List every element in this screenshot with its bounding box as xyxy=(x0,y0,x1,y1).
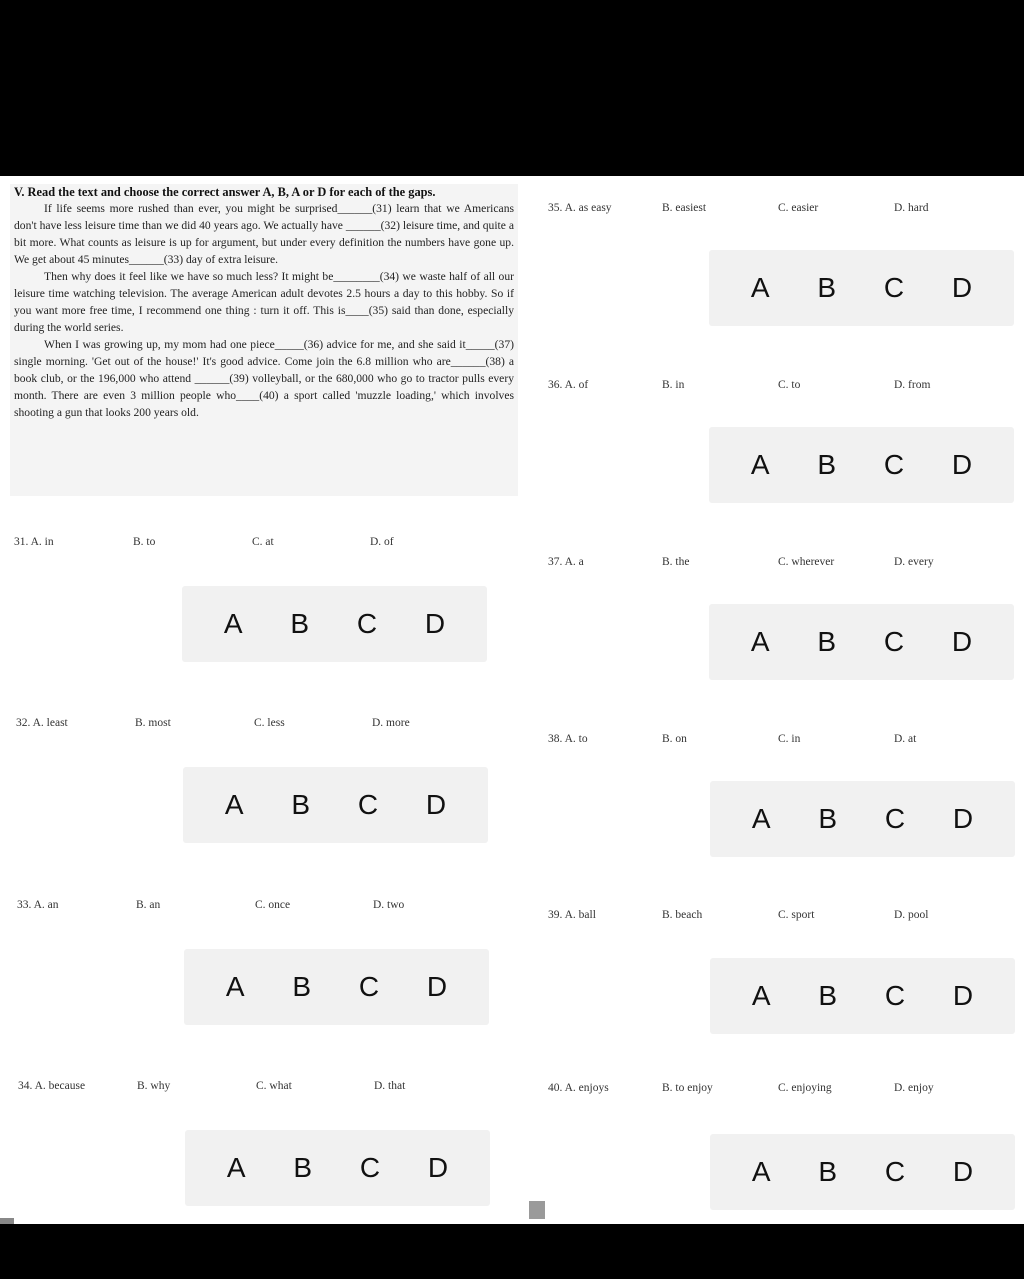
answer-b-button[interactable]: B xyxy=(811,626,842,658)
answer-c-button[interactable]: C xyxy=(354,1152,386,1184)
answer-box-34 xyxy=(185,1130,490,1206)
edge-marker xyxy=(0,1218,14,1224)
answer-d-button[interactable]: D xyxy=(422,1152,454,1184)
answer-a-button[interactable]: A xyxy=(745,272,776,304)
answer-box-35 xyxy=(709,250,1014,326)
answer-b-button[interactable]: B xyxy=(812,980,843,1012)
option-a: 34. A. because xyxy=(18,1080,86,1092)
answer-d-button[interactable]: D xyxy=(421,971,453,1003)
option-a: 37. A. a xyxy=(548,556,584,568)
option-c: C. less xyxy=(254,717,285,729)
option-b: B. an xyxy=(136,899,161,911)
option-b: B. easiest xyxy=(662,202,707,214)
answer-box-40 xyxy=(710,1134,1015,1210)
answer-b-button[interactable]: B xyxy=(812,1156,843,1188)
option-b: B. on xyxy=(662,733,687,745)
answer-box-38 xyxy=(710,781,1015,857)
option-d: D. of xyxy=(370,536,394,548)
option-c: C. at xyxy=(252,536,274,548)
option-a: 33. A. an xyxy=(17,899,59,911)
answer-d-button[interactable]: D xyxy=(947,803,979,835)
answer-c-button[interactable]: C xyxy=(879,980,911,1012)
answer-d-button[interactable]: D xyxy=(946,449,978,481)
answer-c-button[interactable]: C xyxy=(353,971,385,1003)
option-a: 40. A. enjoys xyxy=(548,1082,609,1094)
answer-b-button[interactable]: B xyxy=(284,608,315,640)
answer-c-button[interactable]: C xyxy=(878,272,910,304)
answer-a-button[interactable]: A xyxy=(746,1156,777,1188)
answer-b-button[interactable]: B xyxy=(286,971,317,1003)
answer-a-button[interactable]: A xyxy=(218,608,249,640)
option-b: B. the xyxy=(662,556,690,568)
answer-a-button[interactable]: A xyxy=(746,803,777,835)
option-b: B. in xyxy=(662,379,685,391)
option-d: D. pool xyxy=(894,909,929,921)
option-a: 38. A. to xyxy=(548,733,588,745)
option-b: B. most xyxy=(135,717,171,729)
answer-c-button[interactable]: C xyxy=(879,1156,911,1188)
option-d: D. two xyxy=(373,899,405,911)
option-c: C. easier xyxy=(778,202,819,214)
option-a: 35. A. as easy xyxy=(548,202,612,214)
option-d: D. that xyxy=(374,1080,406,1092)
option-b: B. to xyxy=(133,536,156,548)
answer-d-button[interactable]: D xyxy=(946,272,978,304)
passage-paragraph-2: Then why does it feel like we have so much less? It might be________(34) we waste half of all our leisure time watching television. The average American adult devotes 2.5 hours a day to this hobby. So if you want more free time, I recommend one thing : turn it off. This is____(35) said than done, especially during the world series. xyxy=(14,270,514,334)
answer-d-button[interactable]: D xyxy=(947,980,979,1012)
answer-c-button[interactable]: C xyxy=(351,608,383,640)
answer-d-button[interactable]: D xyxy=(420,789,452,821)
answer-b-button[interactable]: B xyxy=(811,449,842,481)
answer-d-button[interactable]: D xyxy=(946,626,978,658)
answer-box-36 xyxy=(709,427,1014,503)
answer-a-button[interactable]: A xyxy=(221,1152,252,1184)
option-d: D. at xyxy=(894,733,917,745)
option-a: 31. A. in xyxy=(14,536,54,548)
answer-b-button[interactable]: B xyxy=(285,789,316,821)
answer-b-button[interactable]: B xyxy=(812,803,843,835)
option-a: 32. A. least xyxy=(16,717,68,729)
answer-c-button[interactable]: C xyxy=(878,626,910,658)
option-c: C. sport xyxy=(778,909,815,921)
answer-box-37 xyxy=(709,604,1014,680)
scroll-indicator[interactable] xyxy=(529,1201,545,1219)
option-d: D. from xyxy=(894,379,931,391)
option-c: C. in xyxy=(778,733,801,745)
option-d: D. hard xyxy=(894,202,929,214)
answer-box-32 xyxy=(183,767,488,843)
option-c: C. what xyxy=(256,1080,292,1092)
answer-d-button[interactable]: D xyxy=(419,608,451,640)
option-c: C. enjoying xyxy=(778,1082,832,1094)
option-a: 36. A. of xyxy=(548,379,589,391)
answer-a-button[interactable]: A xyxy=(220,971,251,1003)
answer-c-button[interactable]: C xyxy=(878,449,910,481)
option-d: D. enjoy xyxy=(894,1082,934,1094)
option-c: C. to xyxy=(778,379,801,391)
option-a: 39. A. ball xyxy=(548,909,596,921)
option-d: D. every xyxy=(894,556,934,568)
answer-a-button[interactable]: A xyxy=(745,449,776,481)
answer-a-button[interactable]: A xyxy=(746,980,777,1012)
answer-d-button[interactable]: D xyxy=(947,1156,979,1188)
option-c: C. wherever xyxy=(778,556,835,568)
option-b: B. to enjoy xyxy=(662,1082,713,1094)
reading-passage xyxy=(10,184,518,496)
answer-a-button[interactable]: A xyxy=(745,626,776,658)
answer-c-button[interactable]: C xyxy=(352,789,384,821)
answer-b-button[interactable]: B xyxy=(811,272,842,304)
option-c: C. once xyxy=(255,899,291,911)
answer-c-button[interactable]: C xyxy=(879,803,911,835)
answer-box-39 xyxy=(710,958,1015,1034)
passage-paragraph-3: When I was growing up, my mom had one piece_____(36) advice for me, and she said it_____(37) single morning. 'Get out of the house!' It's good advice. Come join the 6.8 million who are______(38) a book club, or the 196,000 who attend ______(39) volleyball, or the 680,000 who go to tractor pulls every month. There are even 3 million people who____(40) a sport called 'muzzle loading,' which involves shooting a gun that looks 200 years old. xyxy=(14,338,514,419)
option-b: B. beach xyxy=(662,909,703,921)
answer-box-31 xyxy=(182,586,487,662)
exercise-heading: V. Read the text and choose the correct answer A, B, A or D for each of the gaps. xyxy=(14,185,436,199)
answer-box-33 xyxy=(184,949,489,1025)
option-d: D. more xyxy=(372,717,410,729)
passage-paragraph-1: If life seems more rushed than ever, you might be surprised______(31) learn that we Americans don't have less leisure time than we did 40 years ago. We actually have ______(32) leisure time, and quite a bit more. What counts as leisure is up for argument, but under every definition the numbers have gone up. We get about 45 minutes______(33) day of extra leisure. xyxy=(14,202,514,266)
answer-a-button[interactable]: A xyxy=(219,789,250,821)
option-b: B. why xyxy=(137,1080,171,1092)
answer-b-button[interactable]: B xyxy=(287,1152,318,1184)
